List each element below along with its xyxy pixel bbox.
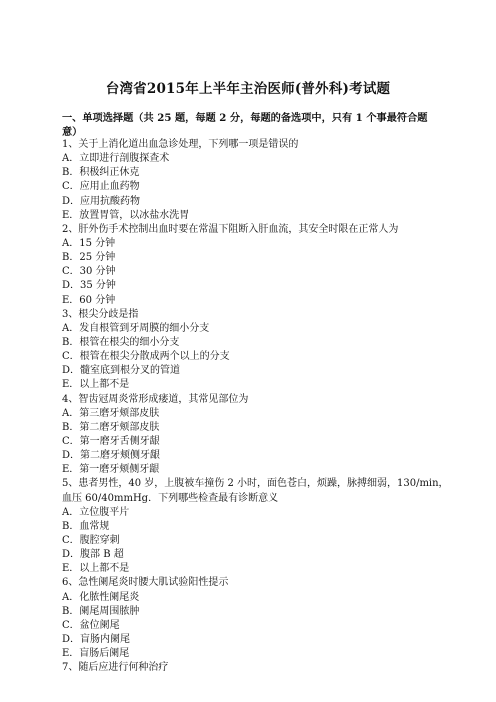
question-text-line: 血压 60/40mmHg．下列哪些检查最有诊断意义 (62, 492, 279, 504)
answer-option: A．立位腹平片 (62, 506, 130, 518)
answer-option: D．35 分钟 (62, 280, 116, 292)
answer-option: B．根管在根尖的细小分支 (62, 336, 180, 348)
question-stem: 3、根尖分歧是指 (62, 308, 139, 320)
answer-option: D．第二磨牙颊侧牙龈 (62, 450, 161, 462)
answer-option: A．立即进行剖腹探查术 (62, 153, 170, 165)
answer-option: B．血常规 (62, 520, 110, 532)
answer-option: A．化脓性阑尾炎 (62, 591, 140, 603)
answer-option: E．以上都不是 (62, 563, 130, 575)
answer-option: B．积极纠正休克 (62, 167, 140, 179)
answer-option: E．以上都不是 (62, 379, 130, 391)
question-stem: 4、智齿冠周炎常形成瘘道，其常见部位为 (62, 393, 249, 405)
answer-option: D．腹部 B 超 (62, 549, 124, 561)
answer-option: E．60 分钟 (62, 294, 116, 306)
answer-option: C．盆位阑尾 (62, 619, 120, 631)
question-stem: 7、随后应进行何种治疗 (62, 662, 169, 674)
answer-option: C．根管在根尖分散成两个以上的分支 (62, 351, 230, 363)
exam-title: 台湾省2015年上半年主治医师(普外科)考试题 (105, 81, 391, 97)
answer-option: B．25 分钟 (62, 252, 116, 264)
answer-option: B．第二磨牙颊部皮肤 (62, 421, 160, 433)
answer-option: B．阑尾周围脓肿 (62, 605, 140, 617)
answer-option: D．应用抗酸药物 (62, 195, 141, 207)
answer-option: C．30 分钟 (62, 266, 116, 278)
question-stem: 5、患者男性，40 岁，上腹被车撞伤 2 小时，面色苍白，烦躁，脉搏细弱，130/min， (62, 478, 449, 490)
question-stem: 2、肝外伤手术控制出血时要在常温下阻断入肝血流，其安全时限在正常人为 (62, 223, 399, 235)
answer-option: C．第一磨牙舌侧牙龈 (62, 435, 160, 447)
answer-option: E．放置胃管，以冰盐水洗胃 (62, 209, 190, 221)
answer-option: D．盲肠内阑尾 (62, 633, 131, 645)
answer-option: A．第三磨牙颊部皮肤 (62, 407, 160, 419)
question-stem: 6、急性阑尾炎时腰大肌试验阳性提示 (62, 577, 229, 589)
answer-option: C．应用止血药物 (62, 181, 140, 193)
answer-option: D．髓室底到根分叉的管道 (62, 365, 181, 377)
answer-option: C．腹腔穿刺 (62, 534, 120, 546)
answer-option: A．15 分钟 (62, 237, 116, 249)
section-heading: 一、单项选择题（共 25 题，每题 2 分，每题的备选项中，只有 1 个事最符合题意） (62, 112, 428, 138)
answer-option: E．盲肠后阑尾 (62, 648, 130, 660)
question-stem: 1、关于上消化道出血急诊处理，下列哪一项是错误的 (62, 139, 299, 150)
question-list (62, 138, 452, 675)
answer-option: A．发自根管到牙周膜的细小分支 (62, 322, 210, 334)
answer-option: E．第一磨牙颊侧牙龈 (62, 464, 160, 476)
